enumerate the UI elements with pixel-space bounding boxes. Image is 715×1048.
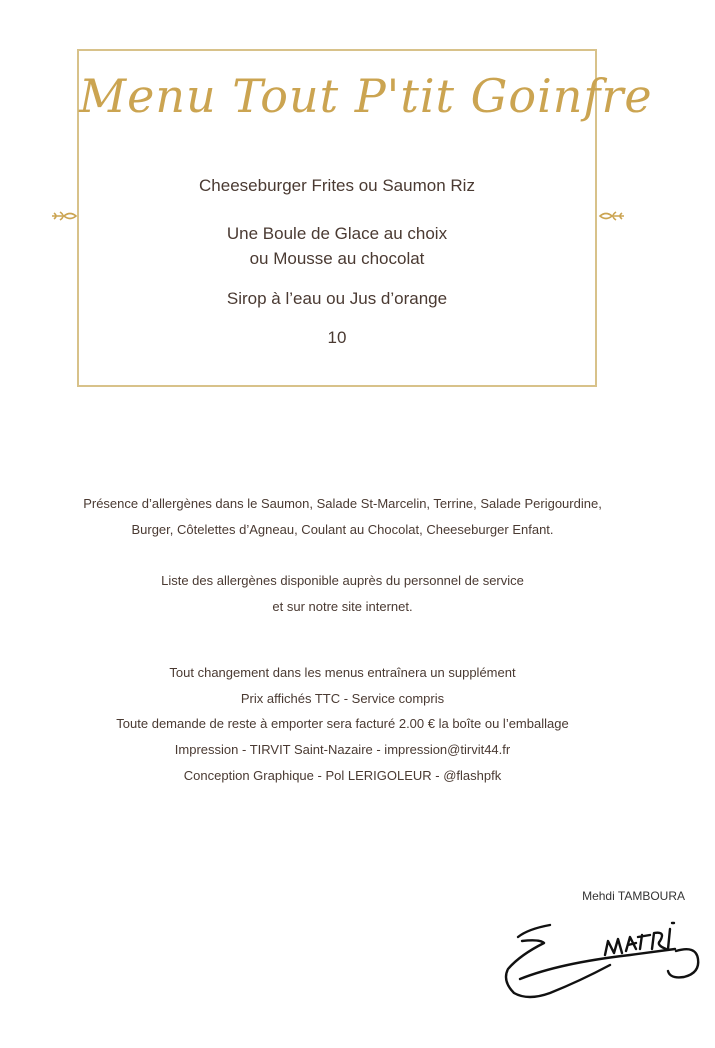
fleur-ornament-right-icon <box>598 208 626 224</box>
menu-title: Menu Tout P'tit Goinfre <box>79 69 653 123</box>
note-printing: Impression - TIRVIT Saint-Nazaire - impression@tirvit44.fr <box>174 742 511 757</box>
note-supplement: Tout changement dans les menus entraînera un supplément <box>169 665 516 680</box>
note-takeaway: Toute demande de reste à emporter sera facturé 2.00 € la boîte ou l’emballage <box>116 716 569 731</box>
menu-frame <box>77 49 653 387</box>
dessert-line-2: ou Mousse au chocolat <box>249 249 425 268</box>
note-prices: Prix affichés TTC - Service compris <box>240 691 445 706</box>
note-design: Conception Graphique - Pol LERIGOLEUR - @flashpfk <box>183 768 502 783</box>
signer-name: Mehdi TAMBOURA <box>582 889 685 903</box>
handwritten-signature <box>500 915 705 1005</box>
allergens-line-3: Liste des allergènes disponible auprès du personnel de service <box>161 573 524 588</box>
drink: Sirop à l’eau ou Jus d’orange <box>226 289 448 308</box>
price: 10 <box>327 328 347 347</box>
allergens-line-4: et sur notre site internet. <box>272 599 413 614</box>
allergens-line-2: Burger, Côtelettes d’Agneau, Coulant au Chocolat, Cheeseburger Enfant. <box>131 522 554 537</box>
allergens-line-1: Présence d’allergènes dans le Saumon, Salade St-Marcelin, Terrine, Salade Perigourdine, <box>83 496 602 511</box>
dessert-line-1: Une Boule de Glace au choix <box>226 224 448 243</box>
fleur-ornament-left-icon <box>50 208 78 224</box>
main-course: Cheeseburger Frites ou Saumon Riz <box>199 176 475 195</box>
